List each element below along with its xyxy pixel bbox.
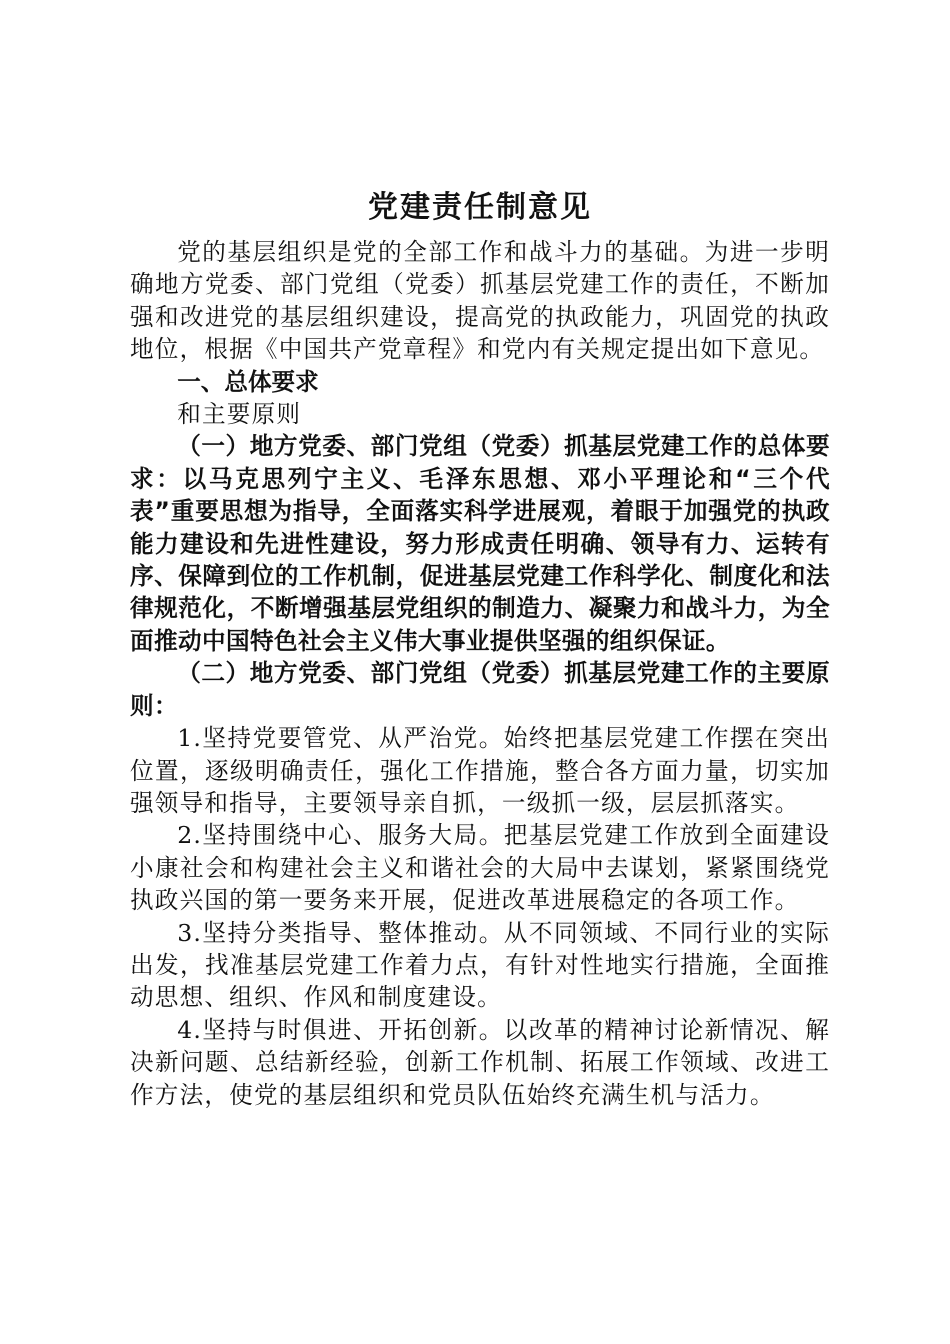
principles-heading: （二）地方党委、部门党组（党委）抓基层党建工作的主要原则： (130, 659, 830, 720)
document-page (130, 180, 830, 1111)
principle-item: 3.坚持分类指导、整体推动。从不同领域、不同行业的实际出发，找准基层党建工作着力点，有针对性地实行措施，全面推动思想、组织、作风和制度建设。 (130, 918, 830, 1012)
principle-item: 4.坚持与时俱进、开拓创新。以改革的精神讨论新情况、解决新问题、总结新经验，创新工作机制、拓展工作领域、改进工作方法，使党的基层组织和党员队伍始终充满生机与活力。 (130, 1015, 830, 1109)
intro-paragraph: 党的基层组织是党的全部工作和战斗力的基础。为进一步明确地方党委、部门党组（党委）抓基层党建工作的责任，不断加强和改进党的基层组织建设，提高党的执政能力，巩固党的执政地位，根据《中国共产党章程》和党内有关规定提出如下意见。 (130, 238, 830, 364)
principle-item: 1.坚持党要管党、从严治党。始终把基层党建工作摆在突出位置，逐级明确责任，强化工作措施，整合各方面力量，切实加强领导和指导，主要领导亲自抓，一级抓一级，层层抓落实。 (130, 724, 830, 817)
principle-item: 2.坚持围绕中心、服务大局。把基层党建工作放到全面建设小康社会和构建社会主义和谐社会的大局中去谋划，紧紧围绕党执政兴国的第一要务来开展，促进改革进展稳定的各项工作。 (130, 821, 830, 915)
general-requirements-paragraph: （一）地方党委、部门党组（党委）抓基层党建工作的总体要求：以马克思列宁主义、毛泽东思想、邓小平理论和“三个代表”重要思想为指导，全面落实科学进展观，着眼于加强党的执政能力建设和先进性建设，努力形成责任明确、领导有力、运转有序、保障到位的工作机制，促进基层党建工作科学化、制度化和法律规范化，不断增强基层党组织的制造力、凝聚力和战斗力，为全面推动中国特色社会主义伟大事业提供坚强的组织保证。 (130, 432, 830, 655)
document-title: 党建责任制意见 (368, 190, 592, 225)
section-heading-continuation: 和主要原则 (177, 400, 302, 429)
section-heading: 一、总体要求 (177, 367, 319, 396)
